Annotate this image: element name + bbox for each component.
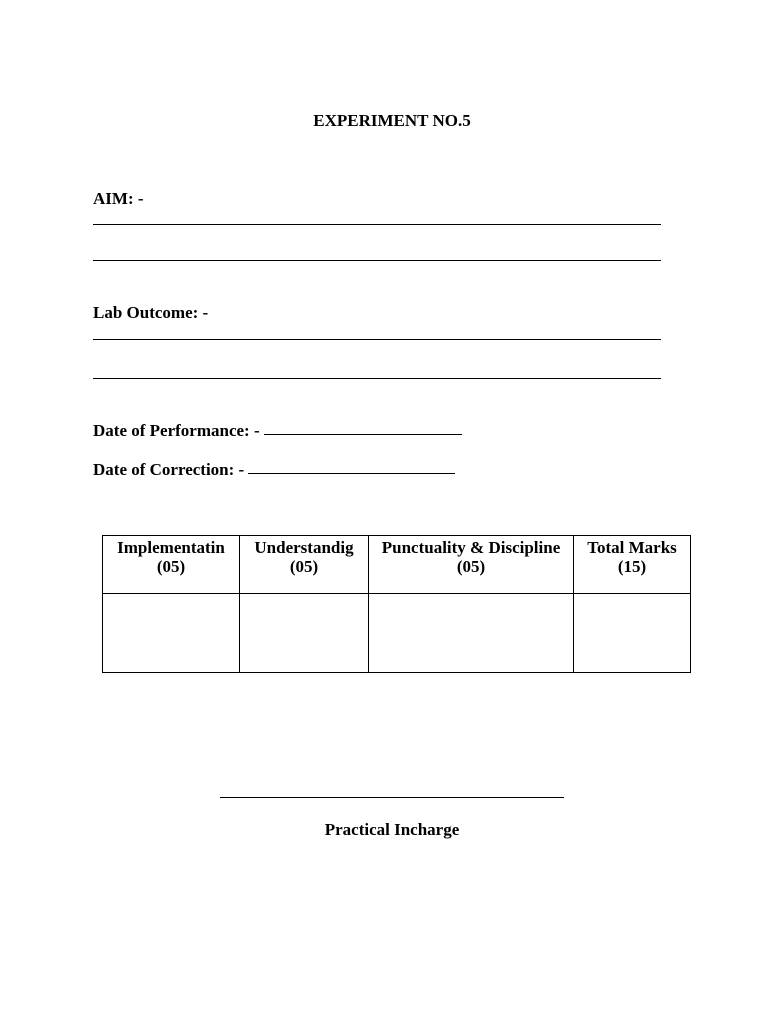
understanding-marks-cell[interactable] bbox=[240, 594, 369, 673]
header-total-marks-name: Total Marks bbox=[587, 538, 677, 557]
header-punctuality bbox=[369, 536, 574, 594]
date-of-performance-line bbox=[264, 434, 462, 435]
date-of-correction-line bbox=[248, 473, 455, 474]
header-implementation-name: Implementatin bbox=[117, 538, 225, 557]
experiment-title: EXPERIMENT NO.5 bbox=[313, 111, 471, 130]
lab-outcome-label: Lab Outcome: - bbox=[93, 303, 209, 322]
header-understanding bbox=[240, 536, 369, 594]
marks-header-row bbox=[103, 536, 691, 594]
aim-label: AIM: - bbox=[93, 189, 144, 208]
lab-outcome-answer-line-1 bbox=[93, 339, 661, 340]
header-total-marks-max: (15) bbox=[617, 557, 647, 576]
total-marks-cell[interactable] bbox=[574, 594, 691, 673]
header-implementation-max: (05) bbox=[156, 557, 186, 576]
marks-table bbox=[102, 535, 691, 673]
marks-value-row bbox=[103, 594, 691, 673]
date-of-correction-label: Date of Correction: - bbox=[93, 460, 245, 479]
header-total-marks bbox=[574, 536, 691, 594]
punctuality-marks-cell[interactable] bbox=[369, 594, 574, 673]
header-understanding-name: Understandig bbox=[254, 538, 354, 557]
date-of-performance-label: Date of Performance: - bbox=[93, 421, 260, 440]
signature-line bbox=[220, 797, 564, 798]
lab-outcome-answer-line-2 bbox=[93, 378, 661, 379]
date-of-correction-row bbox=[93, 460, 455, 480]
header-implementation bbox=[103, 536, 240, 594]
signature-label: Practical Incharge bbox=[324, 820, 460, 839]
implementation-marks-cell[interactable] bbox=[103, 594, 240, 673]
aim-answer-line-1 bbox=[93, 224, 661, 225]
header-punctuality-max: (05) bbox=[456, 557, 486, 576]
aim-answer-line-2 bbox=[93, 260, 661, 261]
header-punctuality-name: Punctuality & Discipline bbox=[381, 538, 561, 557]
header-understanding-max: (05) bbox=[289, 557, 319, 576]
date-of-performance-row bbox=[93, 421, 462, 441]
